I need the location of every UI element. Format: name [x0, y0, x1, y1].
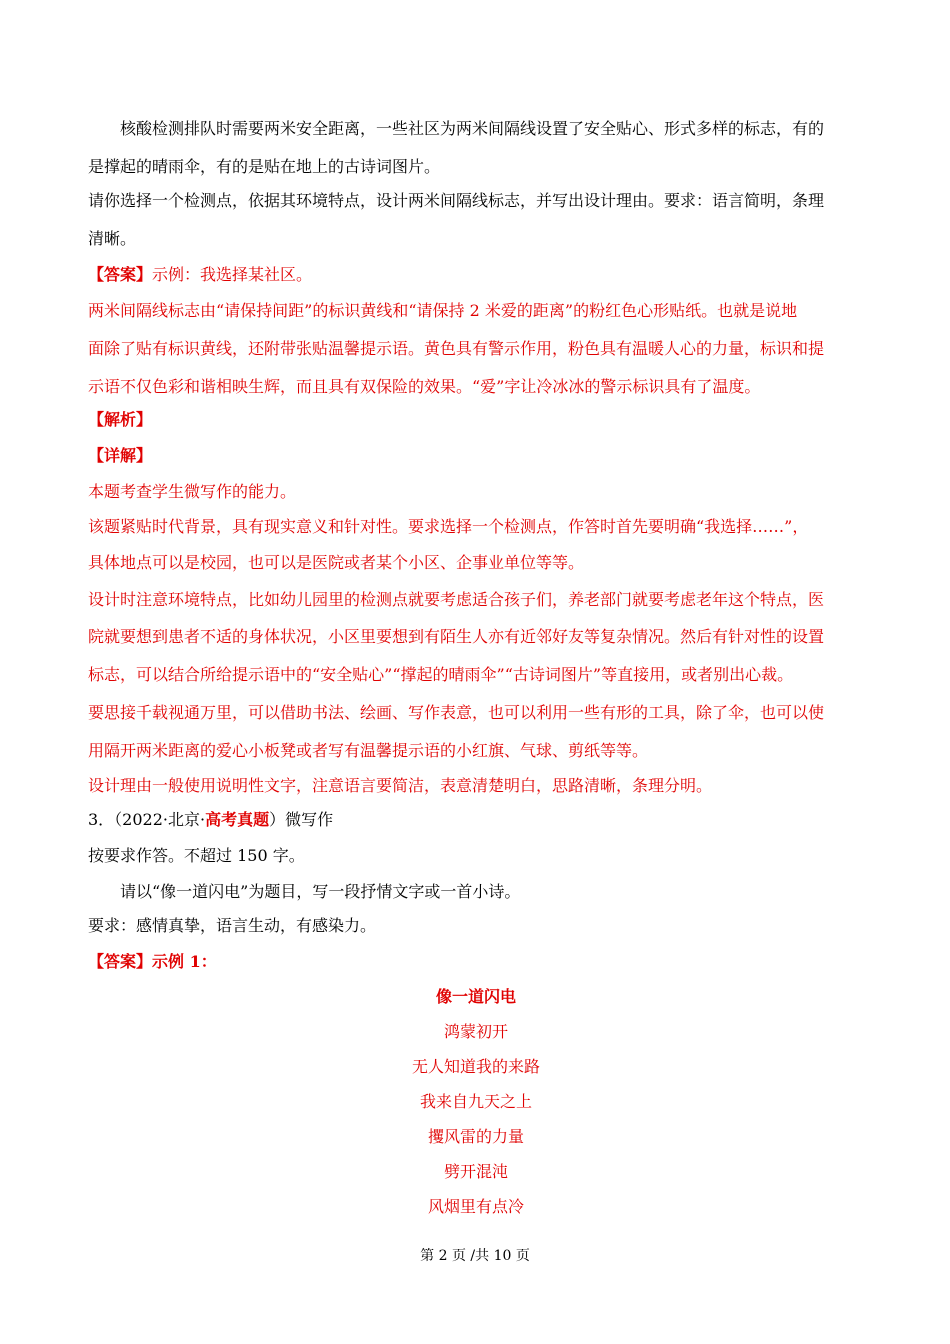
analysis-tag: 【解析】: [88, 410, 153, 429]
poem-line-3: 我来自九天之上: [419, 1092, 532, 1111]
question-3-type: ）微写作: [269, 810, 334, 829]
question-3-source: 高考真题: [205, 810, 270, 829]
detail-line-8: 用隔开两米距离的爱心小板凳或者写有温馨提示语的小红旗、气球、剪纸等等。: [88, 741, 649, 760]
question-3-requirement-2: 要求：感情真挚，语言生动，有感染力。: [88, 916, 377, 935]
question-3-prompt: 请以“像一道闪电”为题目，写一段抒情文字或一首小诗。: [120, 882, 521, 901]
poem-line-4: 攫风雷的力量: [427, 1127, 524, 1146]
detail-line-9: 设计理由一般使用说明性文字，注意语言要简洁，表意清楚明白，思路清晰，条理分明。: [88, 776, 713, 795]
answer-line-2: 面除了贴有标识黄线，还附带张贴温馨提示语。黄色具有警示作用，粉色具有温暖人心的力量，标识和提: [88, 339, 825, 358]
answer-line-1: 两米间隔线标志由“请保持间距”的标识黄线和“请保持 2 米爱的距离”的粉红色心形贴纸。也就是说地: [88, 301, 798, 320]
poem-line-2: 无人知道我的来路: [411, 1057, 540, 1076]
question-3-number: 3．（2022·北京·: [88, 810, 206, 829]
task-line-2: 清晰。: [88, 229, 137, 248]
poem-line-5: 劈开混沌: [443, 1162, 508, 1181]
answer-2-lead: 示例 1：: [152, 952, 217, 971]
question-3-heading: [88, 810, 333, 830]
answer-2-tag: 【答案】: [88, 952, 153, 971]
task-line-1: 请你选择一个检测点，依据其环境特点，设计两米间隔线标志，并写出设计理由。要求：语言简明，条理: [88, 191, 825, 210]
answer-line-3: 示语不仅色彩和谐相映生辉，而且具有双保险的效果。“爱”字让冷冰冰的警示标识具有了温度。: [88, 377, 761, 396]
detail-line-1: 本题考查学生微写作的能力。: [88, 482, 297, 501]
answer-tag: 【答案】: [88, 265, 153, 284]
page-footer: 第 2 页 /共 10 页: [420, 1248, 530, 1264]
detail-tag: 【详解】: [88, 446, 153, 465]
answer-2-heading: [88, 952, 217, 972]
detail-line-2: 该题紧贴时代背景，具有现实意义和针对性。要求选择一个检测点，作答时首先要明确“我选择……”，: [88, 517, 809, 536]
question-3-requirement: 按要求作答。不超过 150 字。: [88, 846, 305, 865]
detail-line-5: 院就要想到患者不适的身体状况，小区里要想到有陌生人亦有近邻好友等复杂情况。然后有针对性的设置: [88, 627, 825, 646]
detail-line-7: 要思接千载视通万里，可以借助书法、绘画、写作表意，也可以利用一些有形的工具，除了伞，也可以使: [88, 703, 825, 722]
detail-line-6: 标志，可以结合所给提示语中的“安全贴心”“撑起的晴雨伞”“古诗词图片”等直接用，或者别出心裁。: [88, 665, 794, 684]
poem-line-6: 风烟里有点冷: [427, 1197, 524, 1216]
detail-line-4: 设计时注意环境特点，比如幼儿园里的检测点就要考虑适合孩子们，养老部门就要考虑老年这个特点，医: [88, 590, 825, 609]
detail-line-3: 具体地点可以是校园，也可以是医院或者某个小区、企事业单位等等。: [88, 553, 585, 572]
intro-line-1: 核酸检测排队时需要两米安全距离，一些社区为两米间隔线设置了安全贴心、形式多样的标志，有的: [120, 119, 825, 138]
poem-line-1: 鸿蒙初开: [443, 1022, 508, 1041]
poem-title: 像一道闪电: [435, 987, 516, 1006]
answer-heading: [88, 265, 312, 285]
answer-lead: 示例：我选择某社区。: [152, 265, 313, 284]
intro-line-2: 是撑起的晴雨伞，有的是贴在地上的古诗词图片。: [88, 157, 441, 176]
